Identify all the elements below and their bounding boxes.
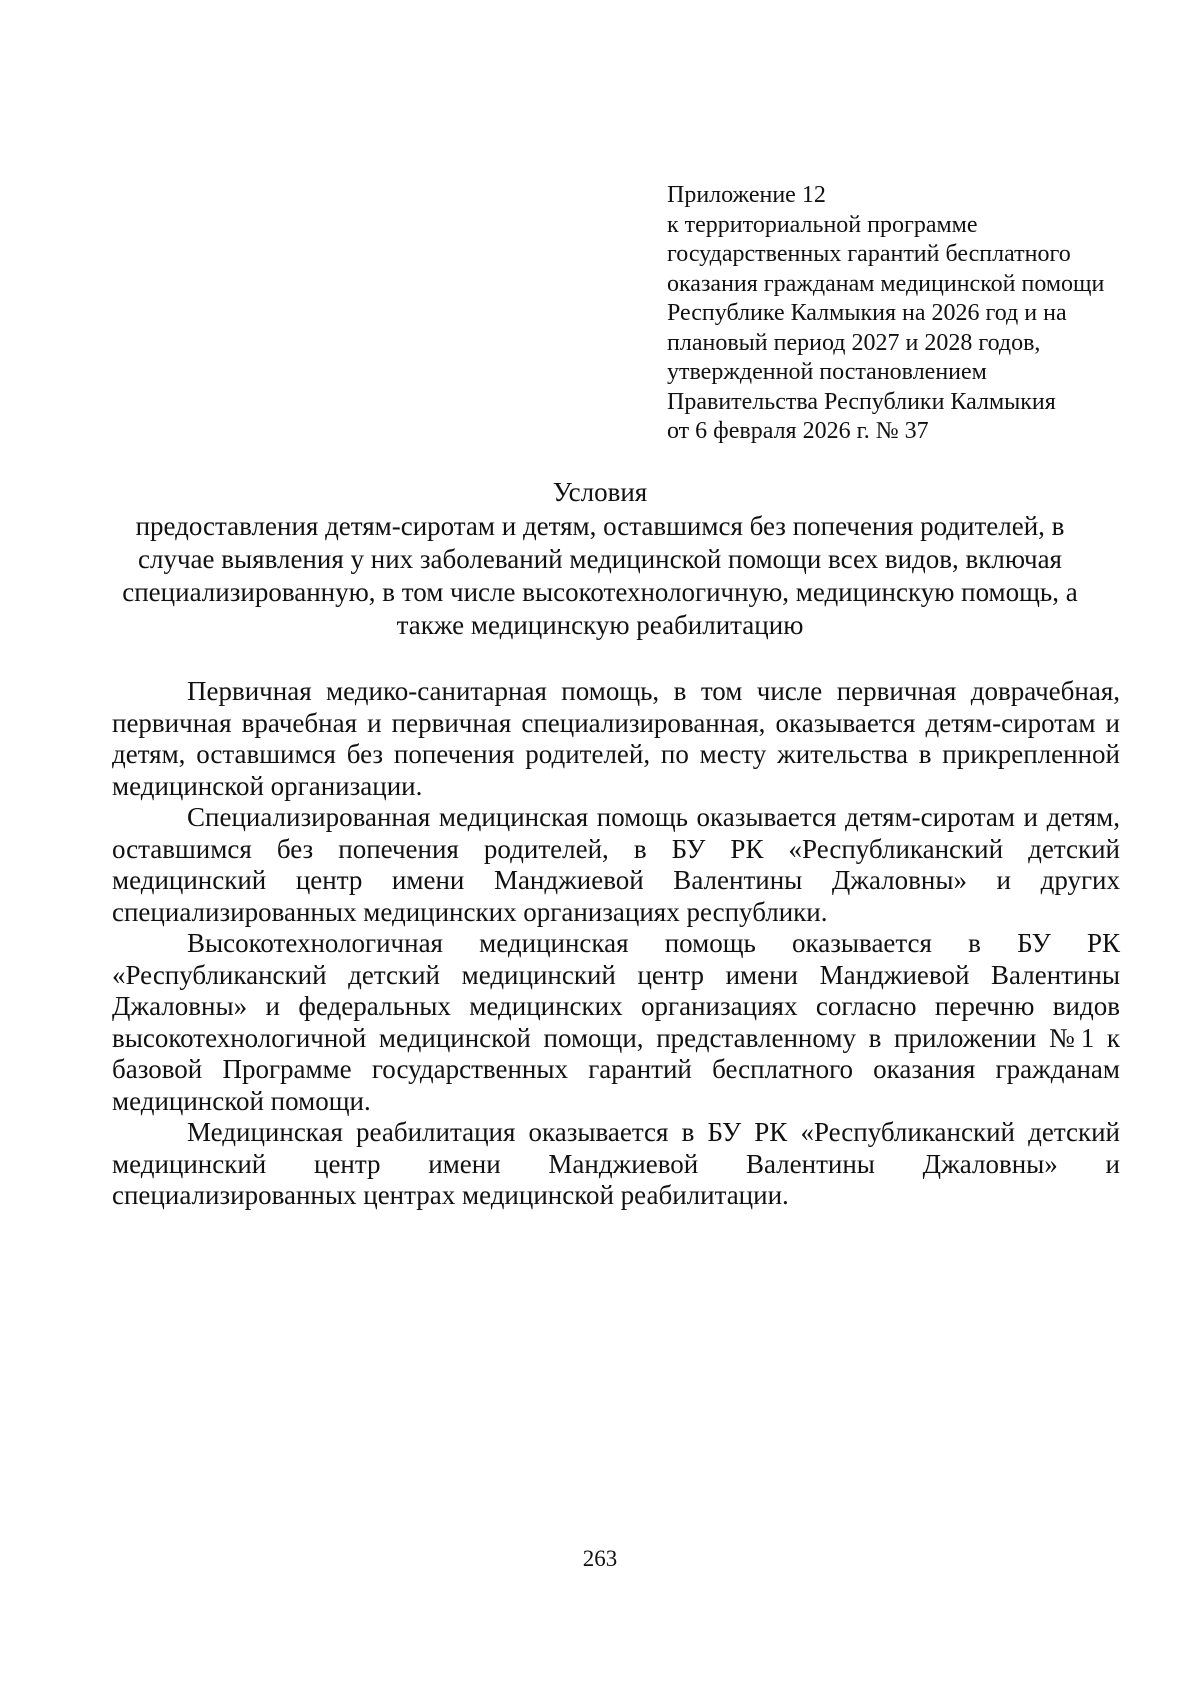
body-paragraph: Первичная медико-санитарная помощь, в том числе первичная доврачебная, первичная врачебная и первичная специализированная, оказывается детям-сиротам и детям, оставшимся без попечения родителей, по месту жительства в прикрепленной медицинской организации. [112,676,1120,801]
annex-line: к территориальной программе [667,211,978,238]
body-paragraph: Специализированная медицинская помощь оказывается детям-сиротам и детям, оставшимся без попечения родителей, в БУ РК «Республиканский детский медицинский центр имени Манджиевой Валентины Джаловны» и других специализированных медицинских организациях республики. [112,802,1120,927]
annex-line: государственных гарантий бесплатного [667,241,1071,267]
body-paragraph: Высокотехнологичная медицинская помощь оказывается в БУ РК «Республиканский детский медицинский центр имени Манджиевой Валентины Джаловны» и федеральных медицинских организациях согласно перечню видов высокотехнологичной медицинской помощи, представленному в приложении №1 к базовой Программе государственных гарантий бесплатного оказания гражданам медицинской помощи. [112,928,1120,1116]
annex-line: Приложение 12 [667,182,826,208]
annex-line: Правительства Республики Калмыкия [667,388,1056,415]
document-title: Условия [552,477,648,507]
page-number: 263 [582,1546,618,1571]
annex-line: оказания гражданам медицинской помощи [667,270,1105,297]
annex-line: плановый период 2027 и 2028 годов, [667,329,1041,356]
document-subtitle: предоставления детям-сиротам и детям, оставшимся без попечения родителей, в случае выявления у них заболеваний медицинской помощи всех видов, включая специализированную, в том числе высокотехнологичную, медицинскую помощь, а также медицинскую реабилитацию [122,511,1078,640]
document-body [112,676,1120,1212]
annex-line: Республике Калмыкия на 2026 год и на [667,300,1067,326]
annex-line: от 6 февраля 2026 г. № 37 [667,418,929,444]
annex-reference-block [667,181,1137,447]
annex-line: утвержденной постановлением [667,359,987,385]
body-paragraph: Медицинская реабилитация оказывается в БУ РК «Республиканский детский медицинский центр имени Манджиевой Валентины Джаловны» и специализированных центрах медицинской реабилитации. [112,1117,1120,1210]
document-heading [100,476,1100,642]
